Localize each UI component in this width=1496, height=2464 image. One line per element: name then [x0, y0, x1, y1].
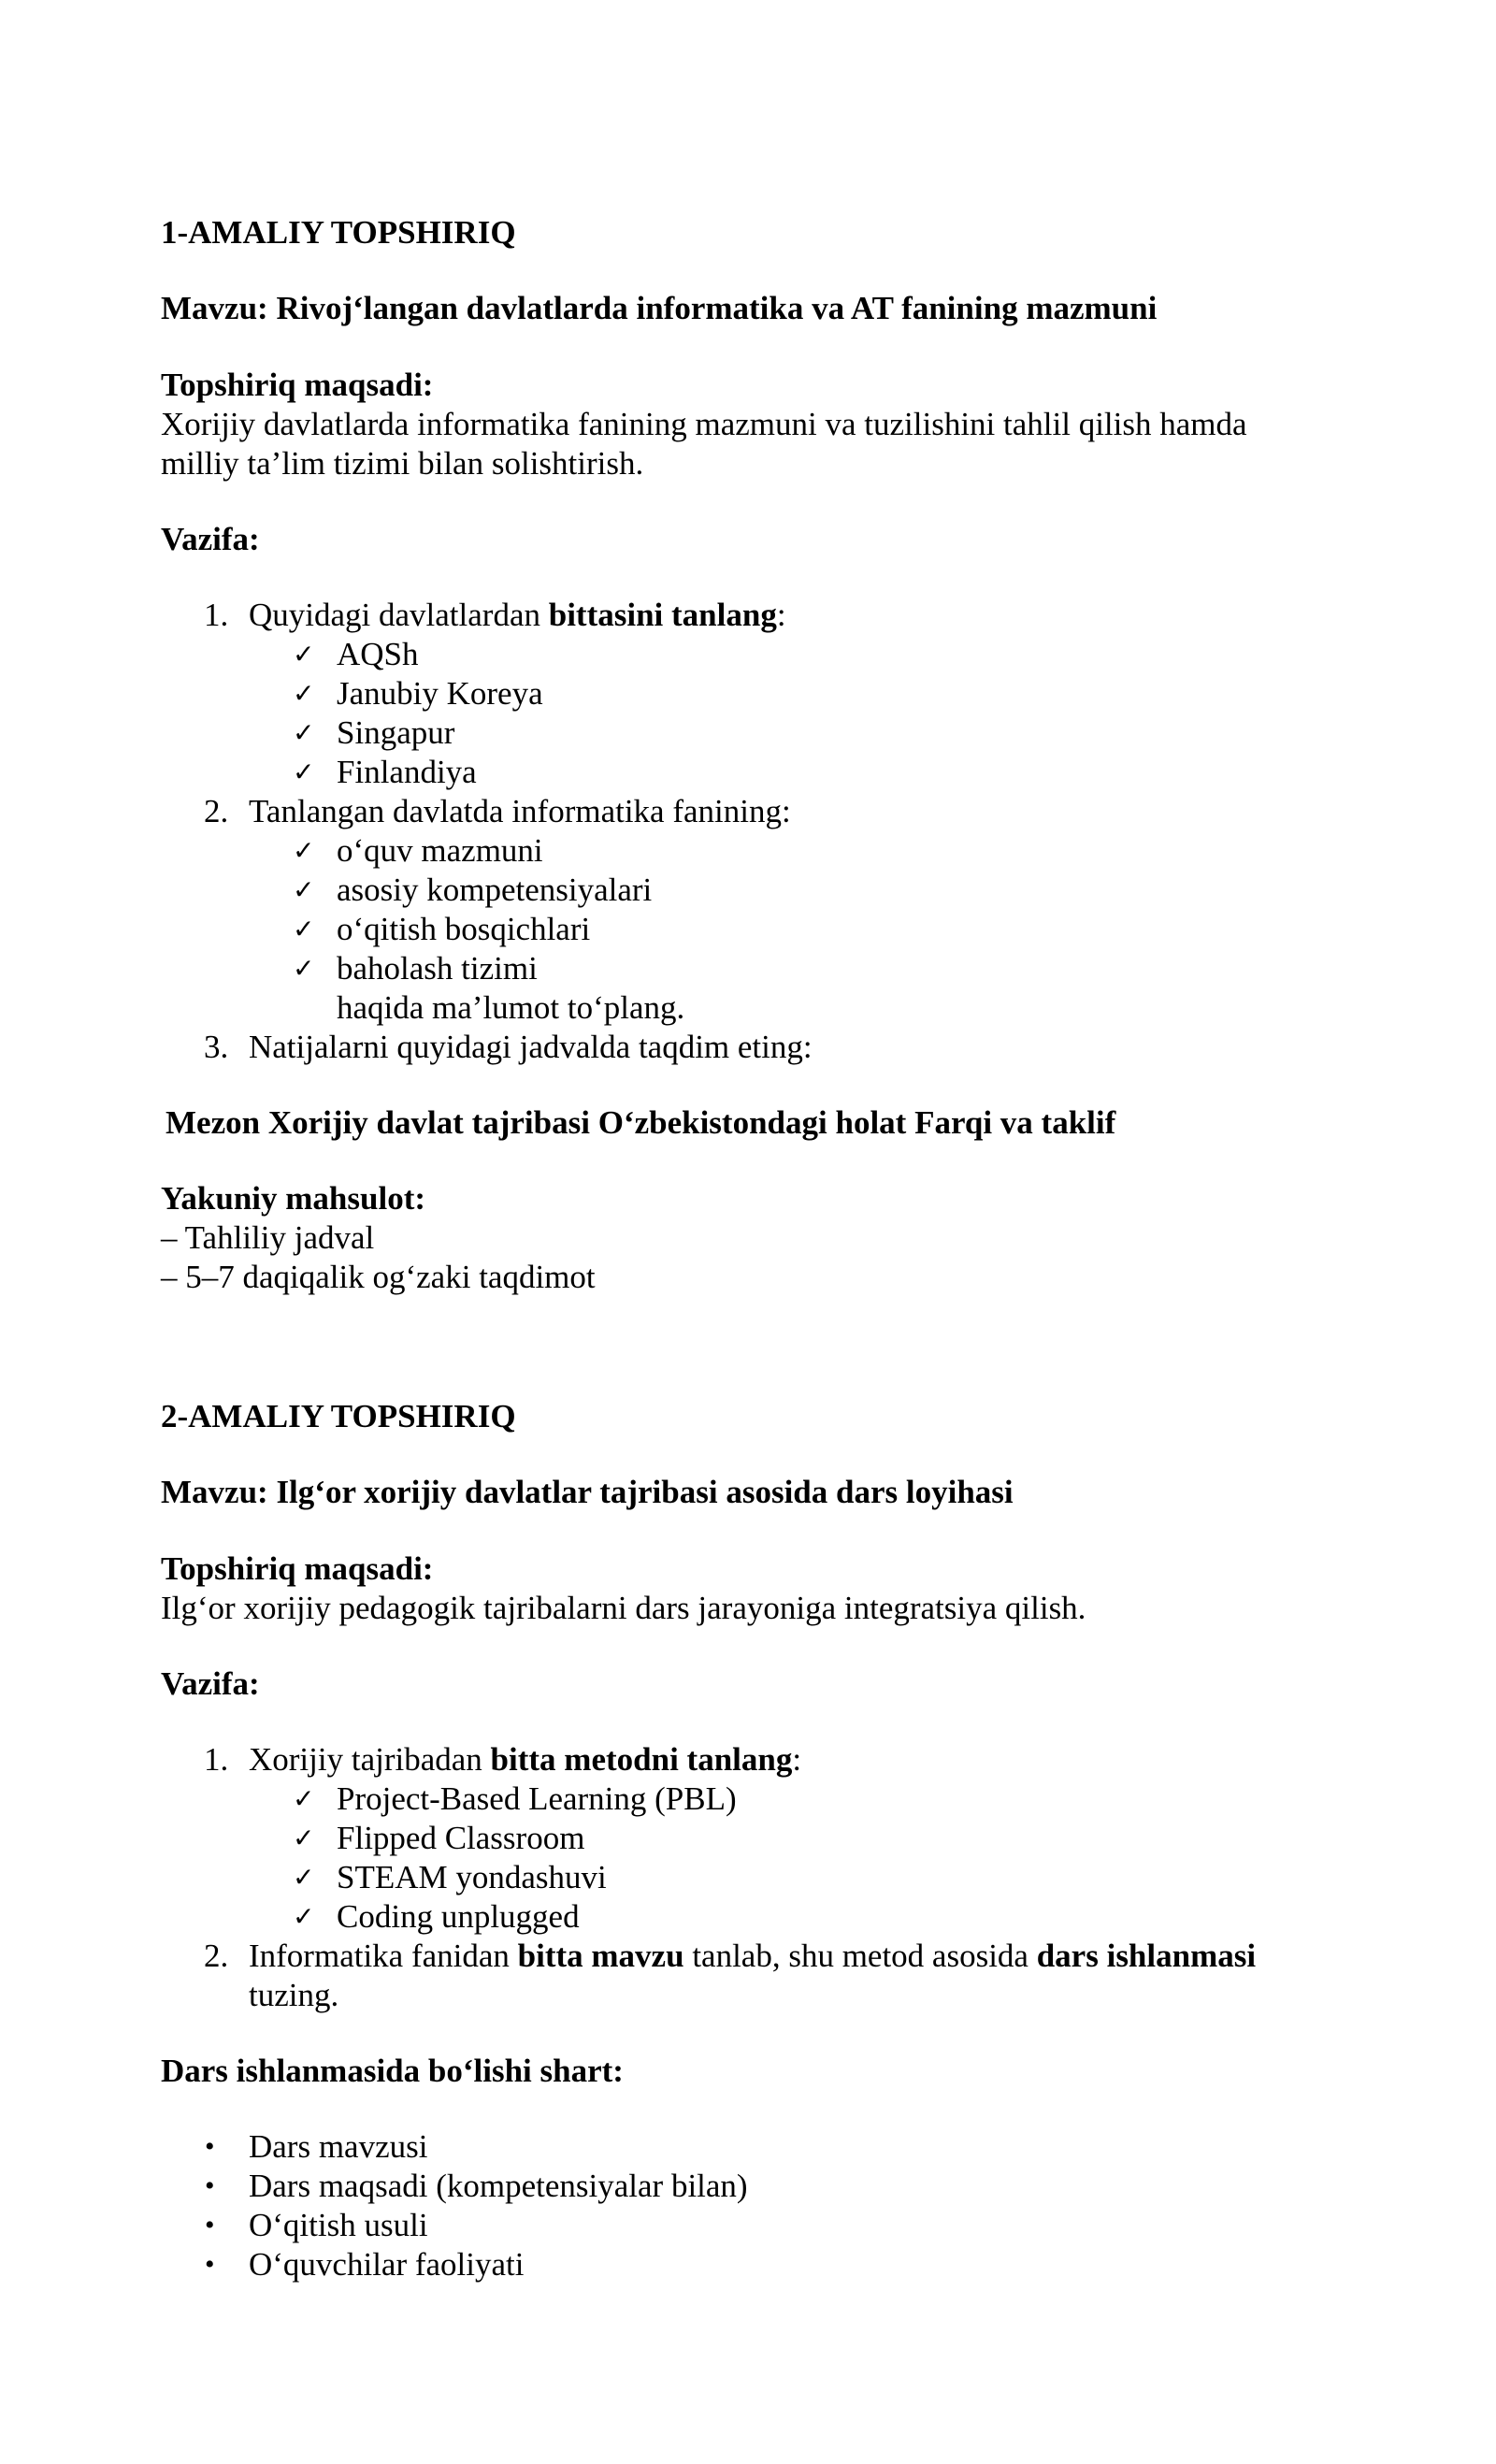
task2-item1-option: STEAM yondashuvi	[337, 1859, 607, 1895]
task2-requirement: O‘quvchilar faoliyati	[249, 2246, 525, 2283]
task1-task-label: Vazifa:	[161, 521, 260, 557]
check-mark-icon: ✓	[293, 874, 315, 905]
bullet-icon: •	[205, 2131, 215, 2162]
task2-item1-option: Flipped Classroom	[337, 1820, 585, 1856]
task1-item1-option: Singapur	[337, 714, 455, 751]
task1-item1-bold: bittasini tanlang	[548, 597, 777, 633]
task2-item2-text-cont: tuzing.	[249, 1977, 339, 2013]
task1-item2-text: Tanlangan davlatda informatika fanining:	[249, 793, 791, 829]
task1-item1-option: Janubiy Koreya	[337, 675, 543, 712]
task1-item1-plain: Quyidagi davlatlardan	[249, 597, 549, 633]
task2-goal-label: Topshiriq maqsadi:	[161, 1550, 434, 1587]
task1-item1-option: AQSh	[337, 636, 419, 672]
task1-product-item: – 5–7 daqiqalik og‘zaki taqdimot	[161, 1259, 596, 1295]
task2-goal-line1: Ilg‘or xorijiy pedagogik tajribalarni dars jarayoniga integratsiya qilish.	[161, 1590, 1086, 1626]
bullet-icon: •	[205, 2170, 215, 2201]
task2-requirement: Dars mavzusi	[249, 2128, 428, 2165]
task1-product-label: Yakuniy mahsulot:	[161, 1180, 426, 1217]
task2-task-label: Vazifa:	[161, 1665, 260, 1702]
task1-topic: Mavzu: Rivoj‘langan davlatlarda informatika va AT fanining mazmuni	[161, 290, 1158, 326]
task2-item1-option: Project-Based Learning (PBL)	[337, 1780, 737, 1817]
task1-item1-end: :	[776, 597, 786, 633]
task1-item3-text: Natijalarni quyidagi jadvalda taqdim eting:	[249, 1029, 813, 1065]
bullet-icon: •	[205, 2210, 215, 2241]
task2-item2-number: 2.	[204, 1938, 229, 1974]
task1-item2-option: o‘quv mazmuni	[337, 832, 543, 869]
task1-item3-number: 3.	[204, 1029, 229, 1065]
task1-heading: 1-AMALIY TOPSHIRIQ	[161, 214, 516, 251]
check-mark-icon: ✓	[293, 953, 315, 984]
task1-item1-option: Finlandiya	[337, 754, 477, 790]
check-mark-icon: ✓	[293, 914, 315, 944]
check-mark-icon: ✓	[293, 1783, 315, 1814]
task2-item2-text	[249, 1937, 1333, 1976]
task2-item1-plain: Xorijiy tajribadan	[249, 1741, 491, 1778]
task2-requirements-label: Dars ishlanmasida bo‘lishi shart:	[161, 2053, 624, 2089]
task2-item2-part-c: tanlab, shu metod asosida	[683, 1938, 1037, 1974]
task1-item2-option: o‘qitish bosqichlari	[337, 911, 591, 947]
task2-topic: Mavzu: Ilg‘or xorijiy davlatlar tajribasi asosida dars loyihasi	[161, 1474, 1014, 1510]
task2-item1-text	[249, 1740, 1333, 1780]
task2-heading: 2-AMALIY TOPSHIRIQ	[161, 1398, 516, 1434]
task1-goal-line2: milliy ta’lim tizimi bilan solishtirish.	[161, 445, 644, 482]
task2-item1-option: Coding unplugged	[337, 1898, 580, 1935]
check-mark-icon: ✓	[293, 1901, 315, 1932]
task2-item1-bold: bitta metodni tanlang	[490, 1741, 793, 1778]
task1-item2-option: asosiy kompetensiyalari	[337, 872, 653, 908]
check-mark-icon: ✓	[293, 678, 315, 709]
task2-item2-part-b: bitta mavzu	[517, 1938, 684, 1974]
task1-product-item: – Tahliliy jadval	[161, 1219, 375, 1256]
task2-item1-end: :	[792, 1741, 802, 1778]
task1-item1-text	[249, 596, 1333, 635]
task2-item1-number: 1.	[204, 1741, 229, 1778]
task1-item2-option: baholash tizimi	[337, 950, 538, 987]
task1-goal-line1: Xorijiy davlatlarda informatika fanining mazmuni va tuzilishini tahlil qilish hamda	[161, 406, 1247, 442]
task1-item2-number: 2.	[204, 793, 229, 829]
task2-item2-part-d: dars ishlanmasi	[1036, 1938, 1257, 1974]
task2-requirement: O‘qitish usuli	[249, 2207, 428, 2243]
task1-goal-label: Topshiriq maqsadi:	[161, 367, 434, 403]
bullet-icon: •	[205, 2249, 215, 2280]
task1-item2-tail: haqida ma’lumot to‘plang.	[337, 989, 685, 1026]
task1-table-header: Mezon Xorijiy davlat tajribasi O‘zbekistondagi holat Farqi va taklif	[165, 1104, 1116, 1141]
check-mark-icon: ✓	[293, 717, 315, 748]
check-mark-icon: ✓	[293, 639, 315, 670]
task2-item2-part-a: Informatika fanidan	[249, 1938, 518, 1974]
check-mark-icon: ✓	[293, 1823, 315, 1853]
check-mark-icon: ✓	[293, 835, 315, 866]
check-mark-icon: ✓	[293, 1862, 315, 1893]
check-mark-icon: ✓	[293, 756, 315, 787]
task1-item1-number: 1.	[204, 597, 229, 633]
task2-requirement: Dars maqsadi (kompetensiyalar bilan)	[249, 2168, 748, 2204]
